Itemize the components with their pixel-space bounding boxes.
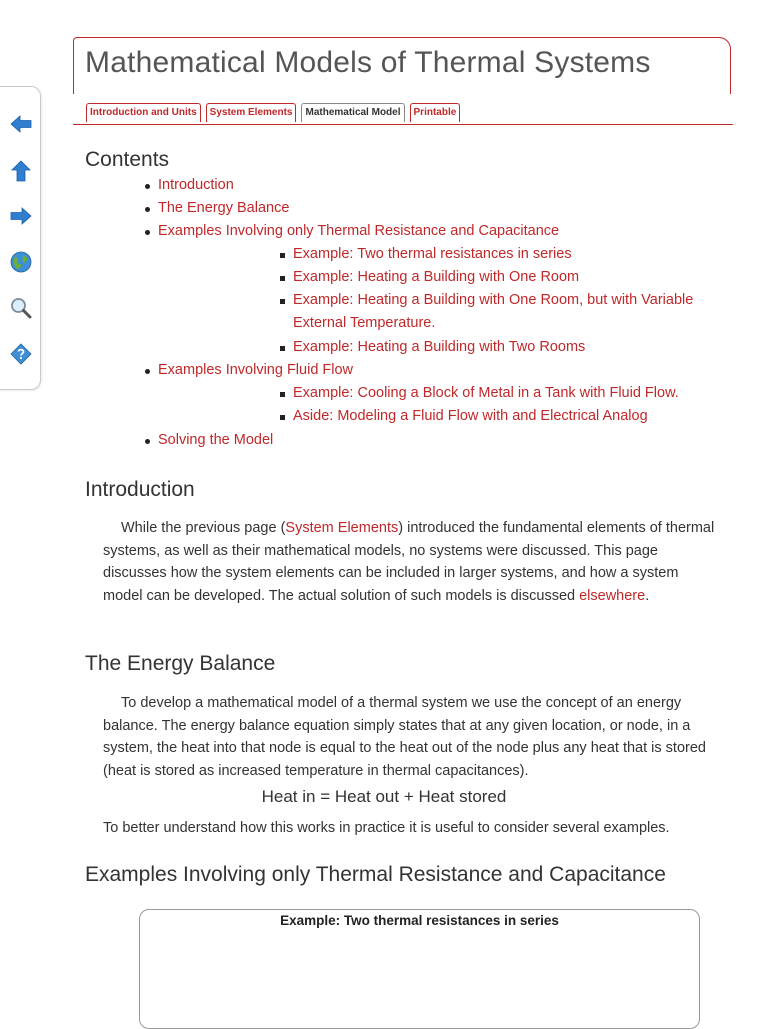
bullet bbox=[145, 439, 150, 444]
contents-heading: Contents bbox=[85, 148, 170, 171]
toc-link-two-thermal-resistances[interactable]: Example: Two thermal resistances in series bbox=[293, 246, 572, 262]
side-navigation bbox=[0, 86, 41, 390]
magnifier-icon[interactable] bbox=[8, 295, 34, 321]
bullet bbox=[145, 369, 150, 374]
examples-intro-text: To better understand how this works in practice it is useful to consider several examples. bbox=[103, 820, 670, 836]
toc-link-heating-one-room-variable-cont[interactable]: External Temperature. bbox=[293, 315, 436, 331]
intro-text-2: ) introduced the fundamental elements of thermal systems, as well as their mathematical models, no systems were discussed. This page discusses how the system elements can be included in larger systems, and how a system model can be developed. The actual solution of such models is discussed bbox=[103, 520, 715, 604]
energy-balance-paragraph bbox=[103, 692, 715, 782]
globe-icon[interactable] bbox=[8, 249, 34, 275]
square-bullet bbox=[280, 299, 285, 304]
intro-text-1: While the previous page ( bbox=[121, 520, 286, 536]
example-box-title: Example: Two thermal resistances in series bbox=[280, 913, 559, 928]
toc-link-heating-two-rooms[interactable]: Example: Heating a Building with Two Rooms bbox=[293, 339, 586, 355]
toc-link-introduction[interactable]: Introduction bbox=[158, 177, 234, 193]
energy-balance-equation: Heat in = Heat out + Heat stored bbox=[261, 787, 507, 806]
tab-bar bbox=[86, 103, 460, 122]
toc-link-solving-model[interactable]: Solving the Model bbox=[158, 432, 274, 448]
toc-link-heating-one-room[interactable]: Example: Heating a Building with One Room bbox=[293, 269, 580, 285]
toc-link-fluid-flow[interactable]: Examples Involving Fluid Flow bbox=[158, 362, 354, 378]
forward-arrow-icon[interactable] bbox=[8, 203, 34, 229]
bullet bbox=[145, 230, 150, 235]
energy-balance-text: To develop a mathematical model of a thermal system we use the concept of an energy balance. The energy balance equation simply states that at any given location, or node, in a system, the heat into that node is equal to the heat out of the node plus any heat that is stored (heat is stored as increased temperature in thermal capacitances). bbox=[103, 695, 706, 779]
examples-heading: Examples Involving only Thermal Resistance and Capacitance bbox=[85, 863, 666, 886]
tab-system-elements[interactable]: System Elements bbox=[206, 103, 297, 122]
intro-text-3: . bbox=[645, 587, 650, 604]
introduction-heading: Introduction bbox=[85, 478, 195, 501]
tab-introduction-and-units[interactable]: Introduction and Units bbox=[86, 103, 201, 122]
example-box bbox=[139, 909, 700, 1029]
tab-mathematical-model[interactable]: Mathematical Model bbox=[301, 103, 404, 122]
square-bullet bbox=[280, 392, 285, 397]
toc-link-fluid-electrical-analog[interactable]: Aside: Modeling a Fluid Flow with and Electrical Analog bbox=[293, 408, 648, 424]
introduction-paragraph bbox=[103, 517, 715, 607]
square-bullet bbox=[280, 346, 285, 351]
square-bullet bbox=[280, 253, 285, 258]
elsewhere-link[interactable]: elsewhere bbox=[579, 587, 646, 604]
energy-balance-heading: The Energy Balance bbox=[85, 652, 276, 675]
up-arrow-icon[interactable] bbox=[8, 158, 34, 184]
tab-printable[interactable]: Printable bbox=[410, 103, 461, 122]
bullet bbox=[145, 184, 150, 189]
toc-link-energy-balance[interactable]: The Energy Balance bbox=[158, 200, 290, 216]
toc-link-heating-one-room-variable[interactable]: Example: Heating a Building with One Room, but with Variable bbox=[293, 292, 694, 308]
tab-underline bbox=[73, 124, 733, 125]
system-elements-link[interactable]: System Elements bbox=[285, 520, 399, 536]
back-arrow-icon[interactable] bbox=[8, 111, 34, 137]
toc-link-cooling-block[interactable]: Example: Cooling a Block of Metal in a Tank with Fluid Flow. bbox=[293, 385, 679, 401]
square-bullet bbox=[280, 415, 285, 420]
toc-link-examples-resistance-capacitance[interactable]: Examples Involving only Thermal Resistance and Capacitance bbox=[158, 223, 560, 239]
bullet bbox=[145, 207, 150, 212]
help-diamond-icon[interactable] bbox=[8, 341, 34, 367]
page-title: Mathematical Models of Thermal Systems bbox=[85, 46, 651, 79]
square-bullet bbox=[280, 276, 285, 281]
